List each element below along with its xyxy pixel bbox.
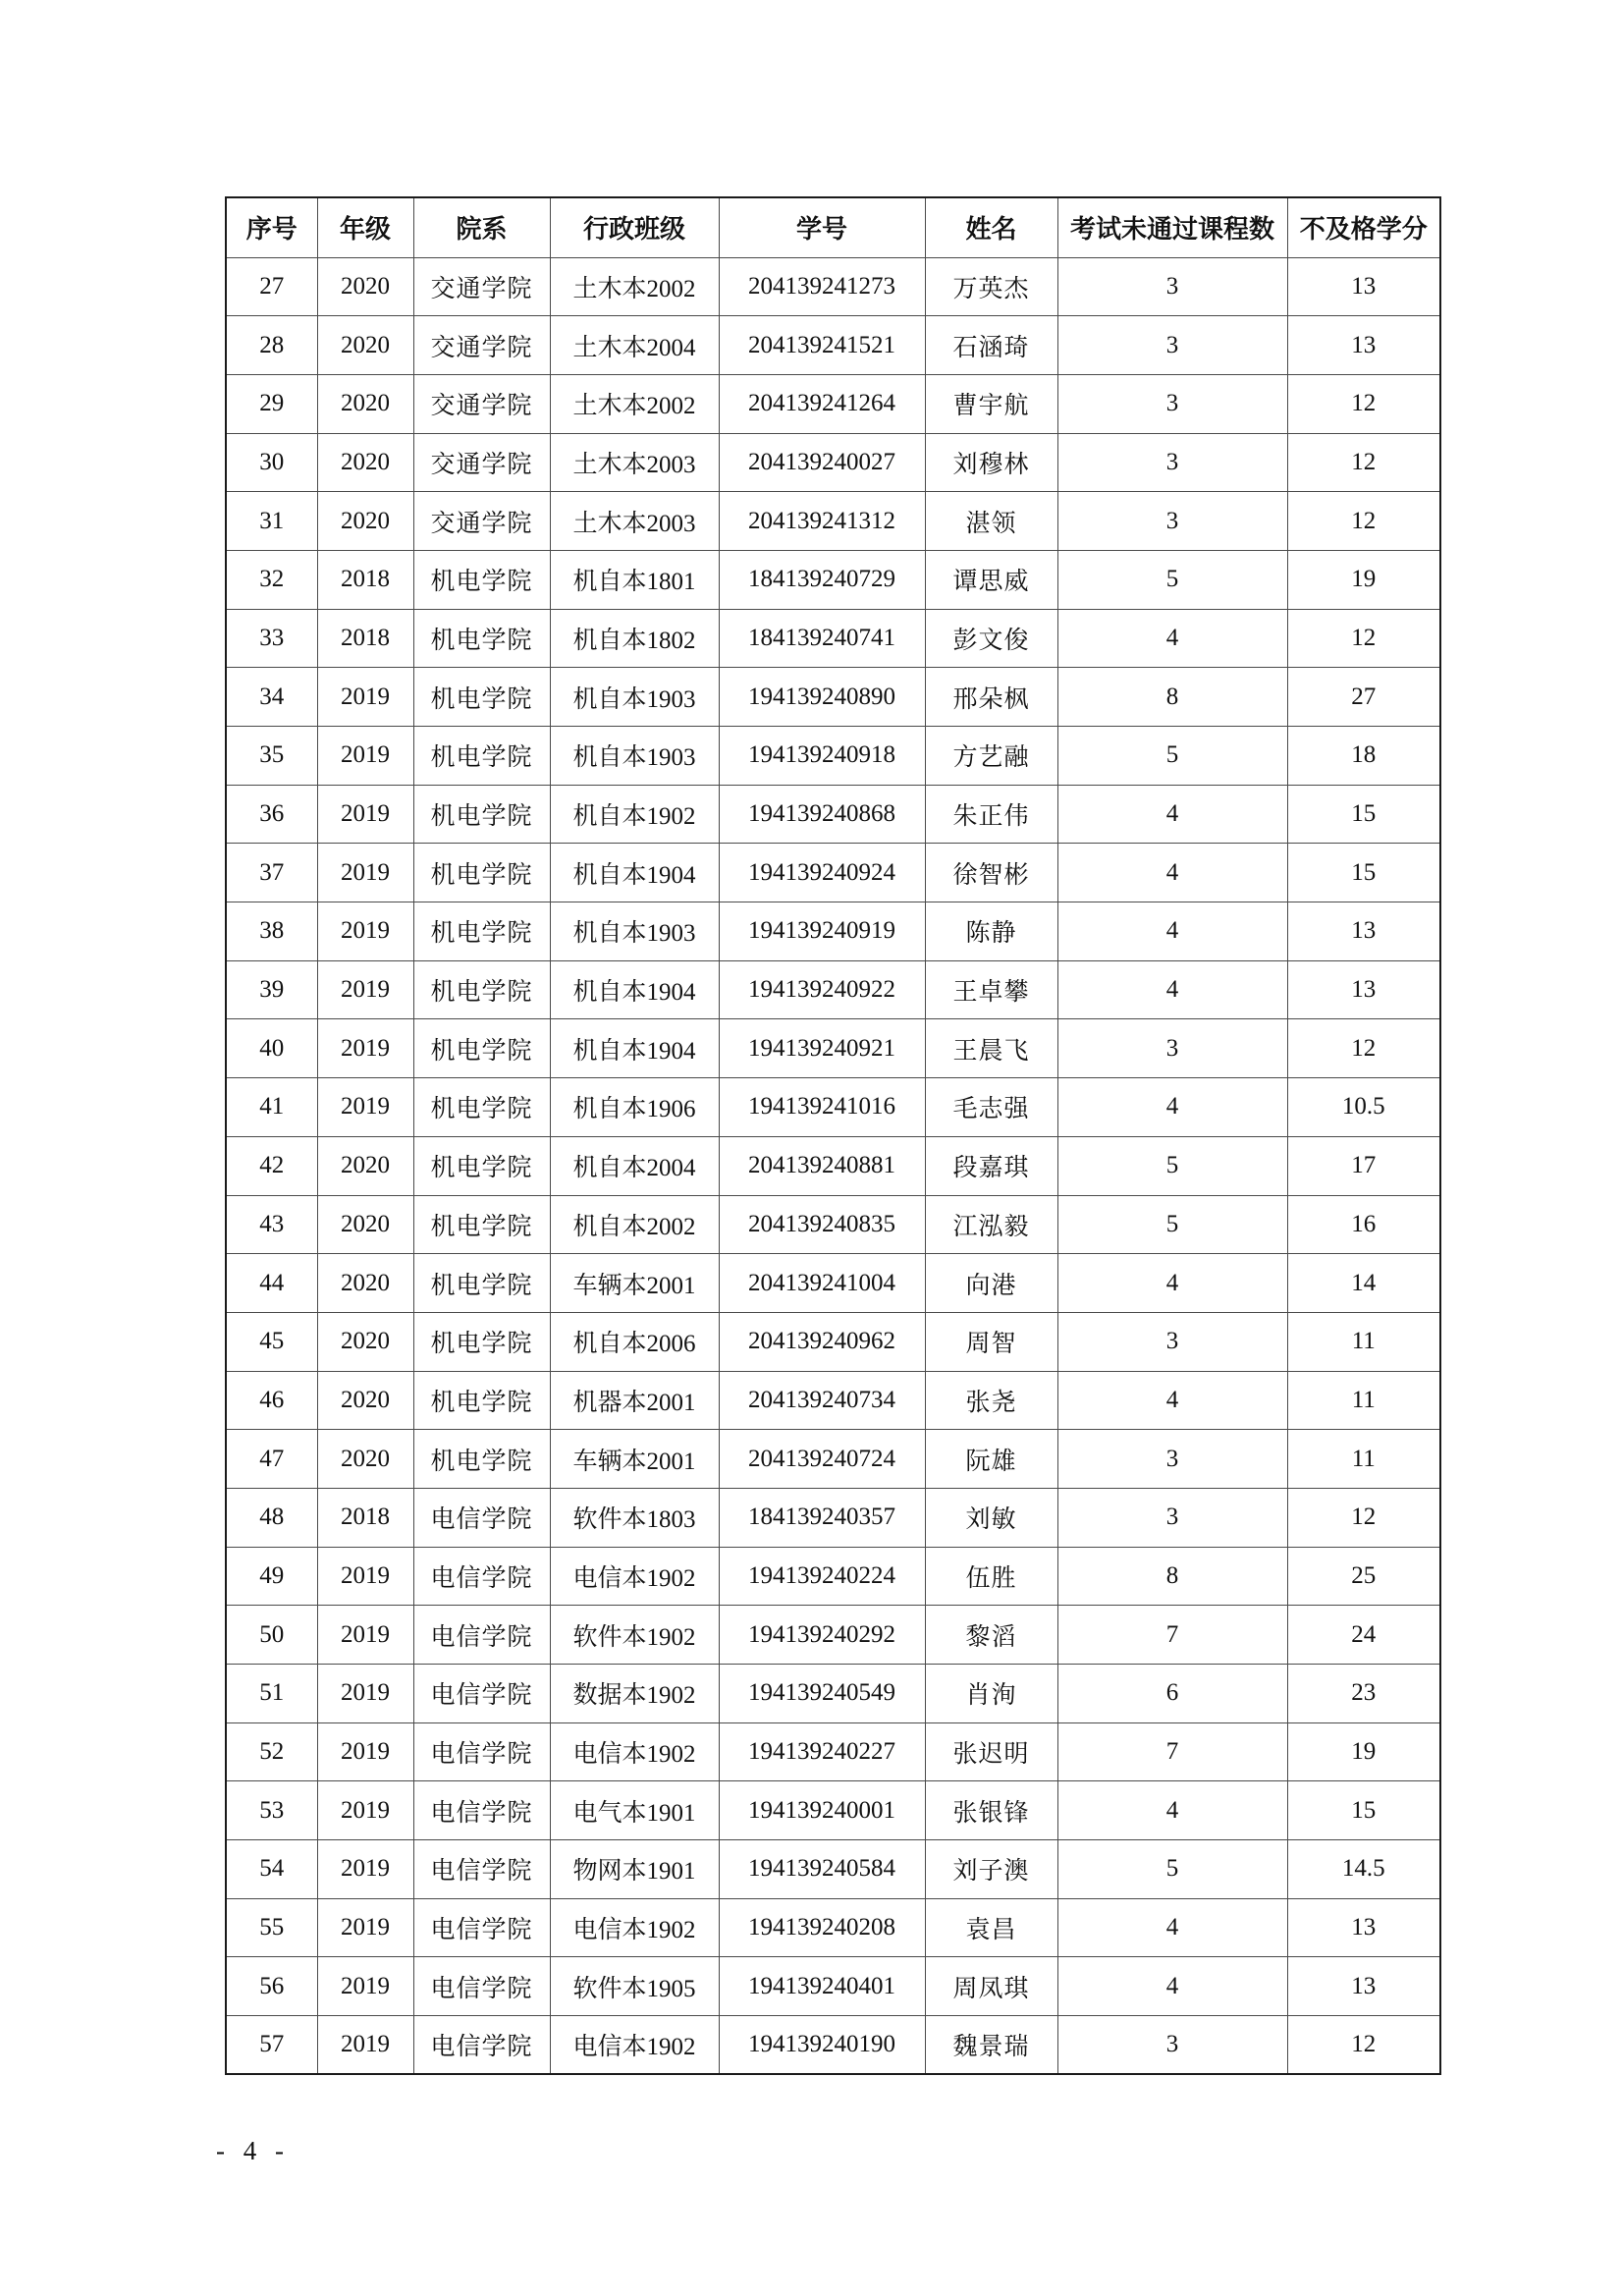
table-cell: 44 (226, 1254, 317, 1313)
table-cell: 2020 (317, 257, 413, 316)
table-cell: 2020 (317, 1312, 413, 1371)
table-cell: 14 (1287, 1254, 1440, 1313)
table-cell: 曹宇航 (925, 374, 1057, 433)
table-cell: 机自本2002 (550, 1195, 719, 1254)
table-cell: 3 (1057, 1019, 1287, 1078)
table-cell: 机电学院 (413, 609, 550, 668)
table-row (226, 1606, 1440, 1665)
table-cell: 黎滔 (925, 1606, 1057, 1665)
column-header: 院系 (413, 197, 550, 257)
table-cell: 软件本1902 (550, 1606, 719, 1665)
table-cell: 机电学院 (413, 1312, 550, 1371)
column-header: 序号 (226, 197, 317, 257)
table-cell: 机自本1802 (550, 609, 719, 668)
table-row (226, 1136, 1440, 1195)
table-cell: 194139240584 (719, 1840, 925, 1899)
table-cell: 13 (1287, 1898, 1440, 1957)
table-row (226, 668, 1440, 727)
table-cell: 194139240890 (719, 668, 925, 727)
table-row (226, 1898, 1440, 1957)
table-cell: 电信本1902 (550, 1547, 719, 1606)
table-cell: 194139241016 (719, 1078, 925, 1137)
table-cell: 11 (1287, 1430, 1440, 1489)
table-row (226, 433, 1440, 492)
table-row (226, 1722, 1440, 1781)
table-cell: 37 (226, 844, 317, 902)
table-cell: 刘子澳 (925, 1840, 1057, 1899)
table-cell: 4 (1057, 1781, 1287, 1840)
table-cell: 17 (1287, 1136, 1440, 1195)
column-header: 姓名 (925, 197, 1057, 257)
table-cell: 4 (1057, 844, 1287, 902)
table-cell: 4 (1057, 609, 1287, 668)
table-row (226, 550, 1440, 609)
table-cell: 194139240190 (719, 2016, 925, 2075)
table-cell: 5 (1057, 1136, 1287, 1195)
table-cell: 谭思威 (925, 550, 1057, 609)
table-cell: 194139240549 (719, 1665, 925, 1723)
table-cell: 34 (226, 668, 317, 727)
table-cell: 2019 (317, 727, 413, 786)
table-cell: 15 (1287, 785, 1440, 844)
table-cell: 周智 (925, 1312, 1057, 1371)
table-cell: 204139241312 (719, 492, 925, 551)
table-cell: 204139240027 (719, 433, 925, 492)
table-cell: 机自本2004 (550, 1136, 719, 1195)
table-cell: 10.5 (1287, 1078, 1440, 1137)
table-cell: 陈静 (925, 902, 1057, 961)
table-cell: 5 (1057, 1195, 1287, 1254)
table-cell: 47 (226, 1430, 317, 1489)
students-table (225, 196, 1441, 2075)
table-cell: 14.5 (1287, 1840, 1440, 1899)
table-cell: 13 (1287, 257, 1440, 316)
table-row (226, 1312, 1440, 1371)
table-cell: 2020 (317, 492, 413, 551)
table-cell: 机电学院 (413, 960, 550, 1019)
table-cell: 电信学院 (413, 1957, 550, 2016)
table-cell: 3 (1057, 1430, 1287, 1489)
table-cell: 57 (226, 2016, 317, 2075)
table-cell: 软件本1905 (550, 1957, 719, 2016)
table-cell: 19 (1287, 1722, 1440, 1781)
table-row (226, 1488, 1440, 1547)
table-row (226, 844, 1440, 902)
table-cell: 湛领 (925, 492, 1057, 551)
table-cell: 电气本1901 (550, 1781, 719, 1840)
table-cell: 机自本1903 (550, 902, 719, 961)
table-cell: 204139241273 (719, 257, 925, 316)
table-cell: 2019 (317, 1547, 413, 1606)
table-row (226, 785, 1440, 844)
table-cell: 土木本2004 (550, 316, 719, 375)
table-cell: 204139240724 (719, 1430, 925, 1489)
table-cell: 194139240227 (719, 1722, 925, 1781)
table-row (226, 316, 1440, 375)
column-header: 考试未通过课程数 (1057, 197, 1287, 257)
table-cell: 2019 (317, 668, 413, 727)
table-cell: 27 (1287, 668, 1440, 727)
table-cell: 软件本1803 (550, 1488, 719, 1547)
table-cell: 54 (226, 1840, 317, 1899)
table-cell: 13 (1287, 1957, 1440, 2016)
table-cell: 15 (1287, 1781, 1440, 1840)
table-cell: 机电学院 (413, 1078, 550, 1137)
column-header: 行政班级 (550, 197, 719, 257)
table-cell: 33 (226, 609, 317, 668)
table-row (226, 1195, 1440, 1254)
table-cell: 194139240919 (719, 902, 925, 961)
table-cell: 机自本1904 (550, 844, 719, 902)
table-cell: 机自本1906 (550, 1078, 719, 1137)
table-cell: 物网本1901 (550, 1840, 719, 1899)
table-cell: 2020 (317, 1254, 413, 1313)
table-cell: 204139240881 (719, 1136, 925, 1195)
table-cell: 13 (1287, 960, 1440, 1019)
table-cell: 机自本1903 (550, 727, 719, 786)
table-cell: 4 (1057, 1078, 1287, 1137)
table-cell: 2019 (317, 844, 413, 902)
table-cell: 12 (1287, 374, 1440, 433)
table-cell: 12 (1287, 609, 1440, 668)
table-cell: 机自本1902 (550, 785, 719, 844)
table-cell: 204139241521 (719, 316, 925, 375)
table-cell: 数据本1902 (550, 1665, 719, 1723)
table-cell: 11 (1287, 1312, 1440, 1371)
table-cell: 204139240835 (719, 1195, 925, 1254)
table-cell: 42 (226, 1136, 317, 1195)
table-cell: 16 (1287, 1195, 1440, 1254)
table-cell: 194139240401 (719, 1957, 925, 2016)
table-cell: 204139240962 (719, 1312, 925, 1371)
table-cell: 段嘉琪 (925, 1136, 1057, 1195)
table-cell: 4 (1057, 1254, 1287, 1313)
table-cell: 23 (1287, 1665, 1440, 1723)
table-cell: 肖洵 (925, 1665, 1057, 1723)
table-cell: 机自本1801 (550, 550, 719, 609)
table-cell: 51 (226, 1665, 317, 1723)
table-cell: 交通学院 (413, 492, 550, 551)
table-cell: 3 (1057, 433, 1287, 492)
table-row (226, 727, 1440, 786)
table-cell: 伍胜 (925, 1547, 1057, 1606)
table-cell: 194139240868 (719, 785, 925, 844)
table-row (226, 1430, 1440, 1489)
table-cell: 35 (226, 727, 317, 786)
table-row (226, 257, 1440, 316)
table-cell: 机电学院 (413, 1019, 550, 1078)
table-cell: 2020 (317, 1430, 413, 1489)
table-cell: 土木本2003 (550, 433, 719, 492)
table-cell: 向港 (925, 1254, 1057, 1313)
table-cell: 8 (1057, 1547, 1287, 1606)
table-cell: 石涵琦 (925, 316, 1057, 375)
table-cell: 12 (1287, 2016, 1440, 2075)
table-row (226, 1840, 1440, 1899)
table-cell: 3 (1057, 374, 1287, 433)
table-cell: 机电学院 (413, 1195, 550, 1254)
table-cell: 电信学院 (413, 1898, 550, 1957)
table-cell: 机电学院 (413, 1430, 550, 1489)
table-cell: 机电学院 (413, 1254, 550, 1313)
table-cell: 2019 (317, 1781, 413, 1840)
table-cell: 电信学院 (413, 1488, 550, 1547)
table-cell: 2019 (317, 1722, 413, 1781)
table-cell: 194139240208 (719, 1898, 925, 1957)
table-cell: 交通学院 (413, 316, 550, 375)
table-cell: 52 (226, 1722, 317, 1781)
table-cell: 徐智彬 (925, 844, 1057, 902)
table-cell: 电信学院 (413, 2016, 550, 2075)
table-cell: 张尧 (925, 1371, 1057, 1430)
table-row (226, 1665, 1440, 1723)
table-cell: 3 (1057, 257, 1287, 316)
table-cell: 机电学院 (413, 1136, 550, 1195)
table-cell: 194139240921 (719, 1019, 925, 1078)
page-number: - 4 - (216, 2136, 290, 2165)
table-row (226, 960, 1440, 1019)
table-cell: 刘敏 (925, 1488, 1057, 1547)
table-cell: 29 (226, 374, 317, 433)
table-cell: 机电学院 (413, 727, 550, 786)
table-cell: 机电学院 (413, 668, 550, 727)
table-header-row (226, 197, 1440, 257)
table-row (226, 2016, 1440, 2075)
table-cell: 土木本2002 (550, 257, 719, 316)
table-cell: 4 (1057, 1898, 1287, 1957)
table-cell: 4 (1057, 785, 1287, 844)
table-cell: 2020 (317, 1136, 413, 1195)
table-cell: 朱正伟 (925, 785, 1057, 844)
table-cell: 5 (1057, 550, 1287, 609)
table-cell: 袁昌 (925, 1898, 1057, 1957)
table-cell: 25 (1287, 1547, 1440, 1606)
table-cell: 电信学院 (413, 1665, 550, 1723)
table-cell: 40 (226, 1019, 317, 1078)
table-cell: 194139240224 (719, 1547, 925, 1606)
table-cell: 2020 (317, 433, 413, 492)
table-row (226, 1371, 1440, 1430)
table-cell: 机自本1903 (550, 668, 719, 727)
table-cell: 184139240357 (719, 1488, 925, 1547)
table-cell: 3 (1057, 1488, 1287, 1547)
table-cell: 39 (226, 960, 317, 1019)
table-cell: 电信学院 (413, 1840, 550, 1899)
table-cell: 2019 (317, 1019, 413, 1078)
table-row (226, 1019, 1440, 1078)
column-header: 不及格学分 (1287, 197, 1440, 257)
table-row (226, 609, 1440, 668)
table-cell: 2020 (317, 374, 413, 433)
table-cell: 方艺融 (925, 727, 1057, 786)
table-cell: 机自本2006 (550, 1312, 719, 1371)
table-cell: 刘穆林 (925, 433, 1057, 492)
table-cell: 2019 (317, 960, 413, 1019)
table-cell: 30 (226, 433, 317, 492)
table-cell: 交通学院 (413, 374, 550, 433)
table-cell: 机电学院 (413, 902, 550, 961)
table-cell: 8 (1057, 668, 1287, 727)
table-cell: 电信学院 (413, 1606, 550, 1665)
table-cell: 机器本2001 (550, 1371, 719, 1430)
table-cell: 2019 (317, 1606, 413, 1665)
table-cell: 王晨飞 (925, 1019, 1057, 1078)
table-cell: 4 (1057, 1371, 1287, 1430)
table-cell: 土木本2002 (550, 374, 719, 433)
table-row (226, 1078, 1440, 1137)
table-cell: 魏景瑞 (925, 2016, 1057, 2075)
table-cell: 194139240924 (719, 844, 925, 902)
table-cell: 毛志强 (925, 1078, 1057, 1137)
table-cell: 2019 (317, 1840, 413, 1899)
table-cell: 38 (226, 902, 317, 961)
students-table-container (225, 196, 1439, 2075)
table-cell: 15 (1287, 844, 1440, 902)
table-cell: 41 (226, 1078, 317, 1137)
table-cell: 194139240922 (719, 960, 925, 1019)
table-cell: 48 (226, 1488, 317, 1547)
table-row (226, 1254, 1440, 1313)
table-cell: 交通学院 (413, 433, 550, 492)
table-cell: 5 (1057, 1840, 1287, 1899)
table-cell: 194139240918 (719, 727, 925, 786)
table-cell: 2019 (317, 902, 413, 961)
table-row (226, 1781, 1440, 1840)
table-cell: 2020 (317, 1371, 413, 1430)
table-cell: 2020 (317, 1195, 413, 1254)
table-cell: 电信本1902 (550, 2016, 719, 2075)
table-cell: 万英杰 (925, 257, 1057, 316)
table-cell: 机电学院 (413, 785, 550, 844)
table-cell: 王卓攀 (925, 960, 1057, 1019)
table-cell: 7 (1057, 1722, 1287, 1781)
table-cell: 36 (226, 785, 317, 844)
table-cell: 交通学院 (413, 257, 550, 316)
table-cell: 55 (226, 1898, 317, 1957)
table-cell: 4 (1057, 902, 1287, 961)
table-cell: 204139240734 (719, 1371, 925, 1430)
table-cell: 邢朵枫 (925, 668, 1057, 727)
table-cell: 3 (1057, 492, 1287, 551)
table-cell: 2019 (317, 1957, 413, 2016)
table-row (226, 902, 1440, 961)
table-cell: 53 (226, 1781, 317, 1840)
table-cell: 12 (1287, 1488, 1440, 1547)
table-cell: 12 (1287, 1019, 1440, 1078)
table-cell: 2019 (317, 2016, 413, 2075)
table-cell: 周凤琪 (925, 1957, 1057, 2016)
table-cell: 电信本1902 (550, 1898, 719, 1957)
table-cell: 32 (226, 550, 317, 609)
table-cell: 24 (1287, 1606, 1440, 1665)
table-cell: 3 (1057, 1312, 1287, 1371)
column-header: 学号 (719, 197, 925, 257)
table-cell: 电信学院 (413, 1781, 550, 1840)
table-cell: 49 (226, 1547, 317, 1606)
table-cell: 3 (1057, 2016, 1287, 2075)
table-body (226, 257, 1440, 2074)
table-cell: 184139240741 (719, 609, 925, 668)
table-cell: 车辆本2001 (550, 1430, 719, 1489)
table-cell: 2018 (317, 609, 413, 668)
table-cell: 阮雄 (925, 1430, 1057, 1489)
table-cell: 机电学院 (413, 844, 550, 902)
table-cell: 13 (1287, 902, 1440, 961)
table-cell: 27 (226, 257, 317, 316)
table-row (226, 492, 1440, 551)
table-cell: 4 (1057, 1957, 1287, 2016)
table-cell: 19 (1287, 550, 1440, 609)
table-cell: 2018 (317, 550, 413, 609)
table-cell: 31 (226, 492, 317, 551)
column-header: 年级 (317, 197, 413, 257)
table-cell: 194139240292 (719, 1606, 925, 1665)
table-cell: 184139240729 (719, 550, 925, 609)
table-cell: 车辆本2001 (550, 1254, 719, 1313)
table-cell: 56 (226, 1957, 317, 2016)
table-cell: 194139240001 (719, 1781, 925, 1840)
table-cell: 电信学院 (413, 1722, 550, 1781)
table-cell: 50 (226, 1606, 317, 1665)
table-cell: 机电学院 (413, 550, 550, 609)
table-cell: 18 (1287, 727, 1440, 786)
table-cell: 2019 (317, 1665, 413, 1723)
table-cell: 5 (1057, 727, 1287, 786)
table-cell: 204139241264 (719, 374, 925, 433)
table-cell: 彭文俊 (925, 609, 1057, 668)
table-cell: 机自本1904 (550, 1019, 719, 1078)
table-cell: 12 (1287, 433, 1440, 492)
table-cell: 4 (1057, 960, 1287, 1019)
table-cell: 机自本1904 (550, 960, 719, 1019)
table-cell: 2018 (317, 1488, 413, 1547)
table-cell: 11 (1287, 1371, 1440, 1430)
table-cell: 45 (226, 1312, 317, 1371)
table-cell: 张迟明 (925, 1722, 1057, 1781)
table-cell: 2019 (317, 1078, 413, 1137)
table-cell: 28 (226, 316, 317, 375)
table-cell: 电信学院 (413, 1547, 550, 1606)
table-cell: 2019 (317, 1898, 413, 1957)
table-cell: 土木本2003 (550, 492, 719, 551)
table-row (226, 1957, 1440, 2016)
table-cell: 6 (1057, 1665, 1287, 1723)
table-cell: 7 (1057, 1606, 1287, 1665)
table-cell: 机电学院 (413, 1371, 550, 1430)
table-cell: 张银锋 (925, 1781, 1057, 1840)
table-cell: 3 (1057, 316, 1287, 375)
table-cell: 13 (1287, 316, 1440, 375)
table-row (226, 374, 1440, 433)
table-row (226, 1547, 1440, 1606)
table-cell: 江泓毅 (925, 1195, 1057, 1254)
table-cell: 204139241004 (719, 1254, 925, 1313)
table-cell: 12 (1287, 492, 1440, 551)
table-cell: 电信本1902 (550, 1722, 719, 1781)
table-cell: 2019 (317, 785, 413, 844)
table-cell: 46 (226, 1371, 317, 1430)
table-cell: 43 (226, 1195, 317, 1254)
table-cell: 2020 (317, 316, 413, 375)
